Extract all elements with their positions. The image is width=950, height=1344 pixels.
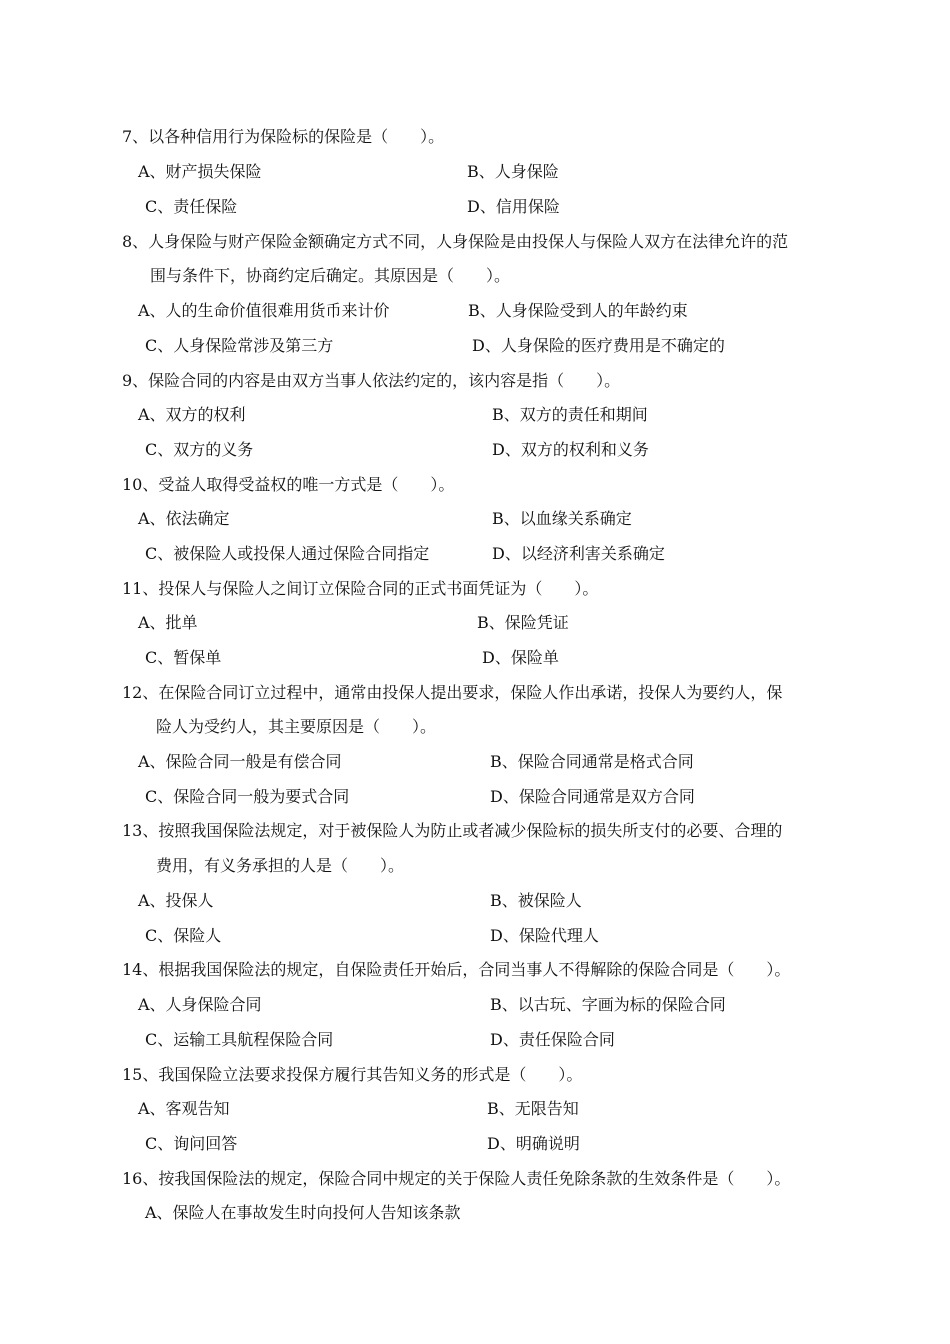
question-15-option-b: B、无限告知	[487, 1099, 579, 1118]
question-16-option-a: A、保险人在事故发生时向投何人告知该条款	[145, 1203, 461, 1222]
question-8-stem-line-2: 围与条件下，协商约定后确定。其原因是（ ）。	[150, 266, 511, 285]
question-13-option-c: C、保险人	[145, 926, 222, 945]
question-12-option-c: C、保险合同一般为要式合同	[145, 787, 350, 806]
question-10-stem: 10、受益人取得受益权的唯一方式是（ ）。	[122, 475, 455, 494]
question-12-option-b: B、保险合同通常是格式合同	[490, 752, 694, 771]
question-15-stem: 15、我国保险立法要求投保方履行其告知义务的形式是（ ）。	[122, 1065, 583, 1084]
question-16-stem: 16、按我国保险法的规定，保险合同中规定的关于保险人责任免除条款的生效条件是（ ）。	[122, 1169, 791, 1188]
question-15-option-d: D、明确说明	[487, 1134, 580, 1153]
question-9-option-c: C、双方的义务	[145, 440, 254, 459]
question-9-stem: 9、保险合同的内容是由双方当事人依法约定的，该内容是指（ ）。	[122, 371, 621, 390]
question-12-option-a: A、保险合同一般是有偿合同	[138, 752, 342, 771]
question-7-stem: 7、以各种信用行为保险标的保险是（ ）。	[122, 127, 445, 146]
question-12-stem-line-2: 险人为受约人，其主要原因是（ ）。	[156, 717, 437, 736]
question-13-stem-line-1: 13、按照我国保险法规定，对于被保险人为防止或者减少保险标的损失所支付的必要、合理的	[122, 821, 783, 840]
question-9-option-b: B、双方的责任和期间	[492, 405, 648, 424]
question-14-option-a: A、人身保险合同	[138, 995, 262, 1014]
question-10-option-d: D、以经济利害关系确定	[492, 544, 665, 563]
question-14-stem: 14、根据我国保险法的规定，自保险责任开始后，合同当事人不得解除的保险合同是（ ）。	[122, 960, 791, 979]
question-11-option-c: C、暂保单	[145, 648, 222, 667]
question-7-option-a: A、财产损失保险	[138, 162, 262, 181]
question-7-option-d: D、信用保险	[467, 197, 560, 216]
question-11-option-b: B、保险凭证	[477, 613, 569, 632]
question-13-option-d: D、保险代理人	[490, 926, 599, 945]
question-8-stem-line-1: 8、人身保险与财产保险金额确定方式不同，人身保险是由投保人与保险人双方在法律允许的范	[122, 232, 789, 251]
question-10-option-b: B、以血缘关系确定	[492, 509, 632, 528]
question-11-option-a: A、批单	[138, 613, 198, 632]
question-11-option-d: D、保险单	[482, 648, 559, 667]
question-14-option-b: B、以古玩、字画为标的保险合同	[490, 995, 726, 1014]
question-8-option-d: D、人身保险的医疗费用是不确定的	[472, 336, 725, 355]
question-14-option-c: C、运输工具航程保险合同	[145, 1030, 334, 1049]
question-9-option-a: A、双方的权利	[138, 405, 246, 424]
question-15-option-a: A、客观告知	[138, 1099, 230, 1118]
question-7-option-c: C、责任保险	[145, 197, 238, 216]
question-12-stem-line-1: 12、在保险合同订立过程中，通常由投保人提出要求，保险人作出承诺，投保人为要约人，保	[122, 683, 783, 702]
question-10-option-a: A、依法确定	[138, 509, 230, 528]
question-15-option-c: C、询问回答	[145, 1134, 238, 1153]
question-7-option-b: B、人身保险	[467, 162, 559, 181]
question-14-option-d: D、责任保险合同	[490, 1030, 615, 1049]
question-12-option-d: D、保险合同通常是双方合同	[490, 787, 695, 806]
question-10-option-c: C、被保险人或投保人通过保险合同指定	[145, 544, 430, 563]
question-9-option-d: D、双方的权利和义务	[492, 440, 649, 459]
question-13-option-b: B、被保险人	[490, 891, 582, 910]
question-13-stem-line-2: 费用，有义务承担的人是（ ）。	[156, 856, 405, 875]
question-8-option-b: B、人身保险受到人的年龄约束	[468, 301, 688, 320]
question-8-option-c: C、人身保险常涉及第三方	[145, 336, 334, 355]
question-8-option-a: A、人的生命价值很难用货币来计价	[138, 301, 390, 320]
question-13-option-a: A、投保人	[138, 891, 214, 910]
question-11-stem: 11、投保人与保险人之间订立保险合同的正式书面凭证为（ ）。	[122, 579, 599, 598]
